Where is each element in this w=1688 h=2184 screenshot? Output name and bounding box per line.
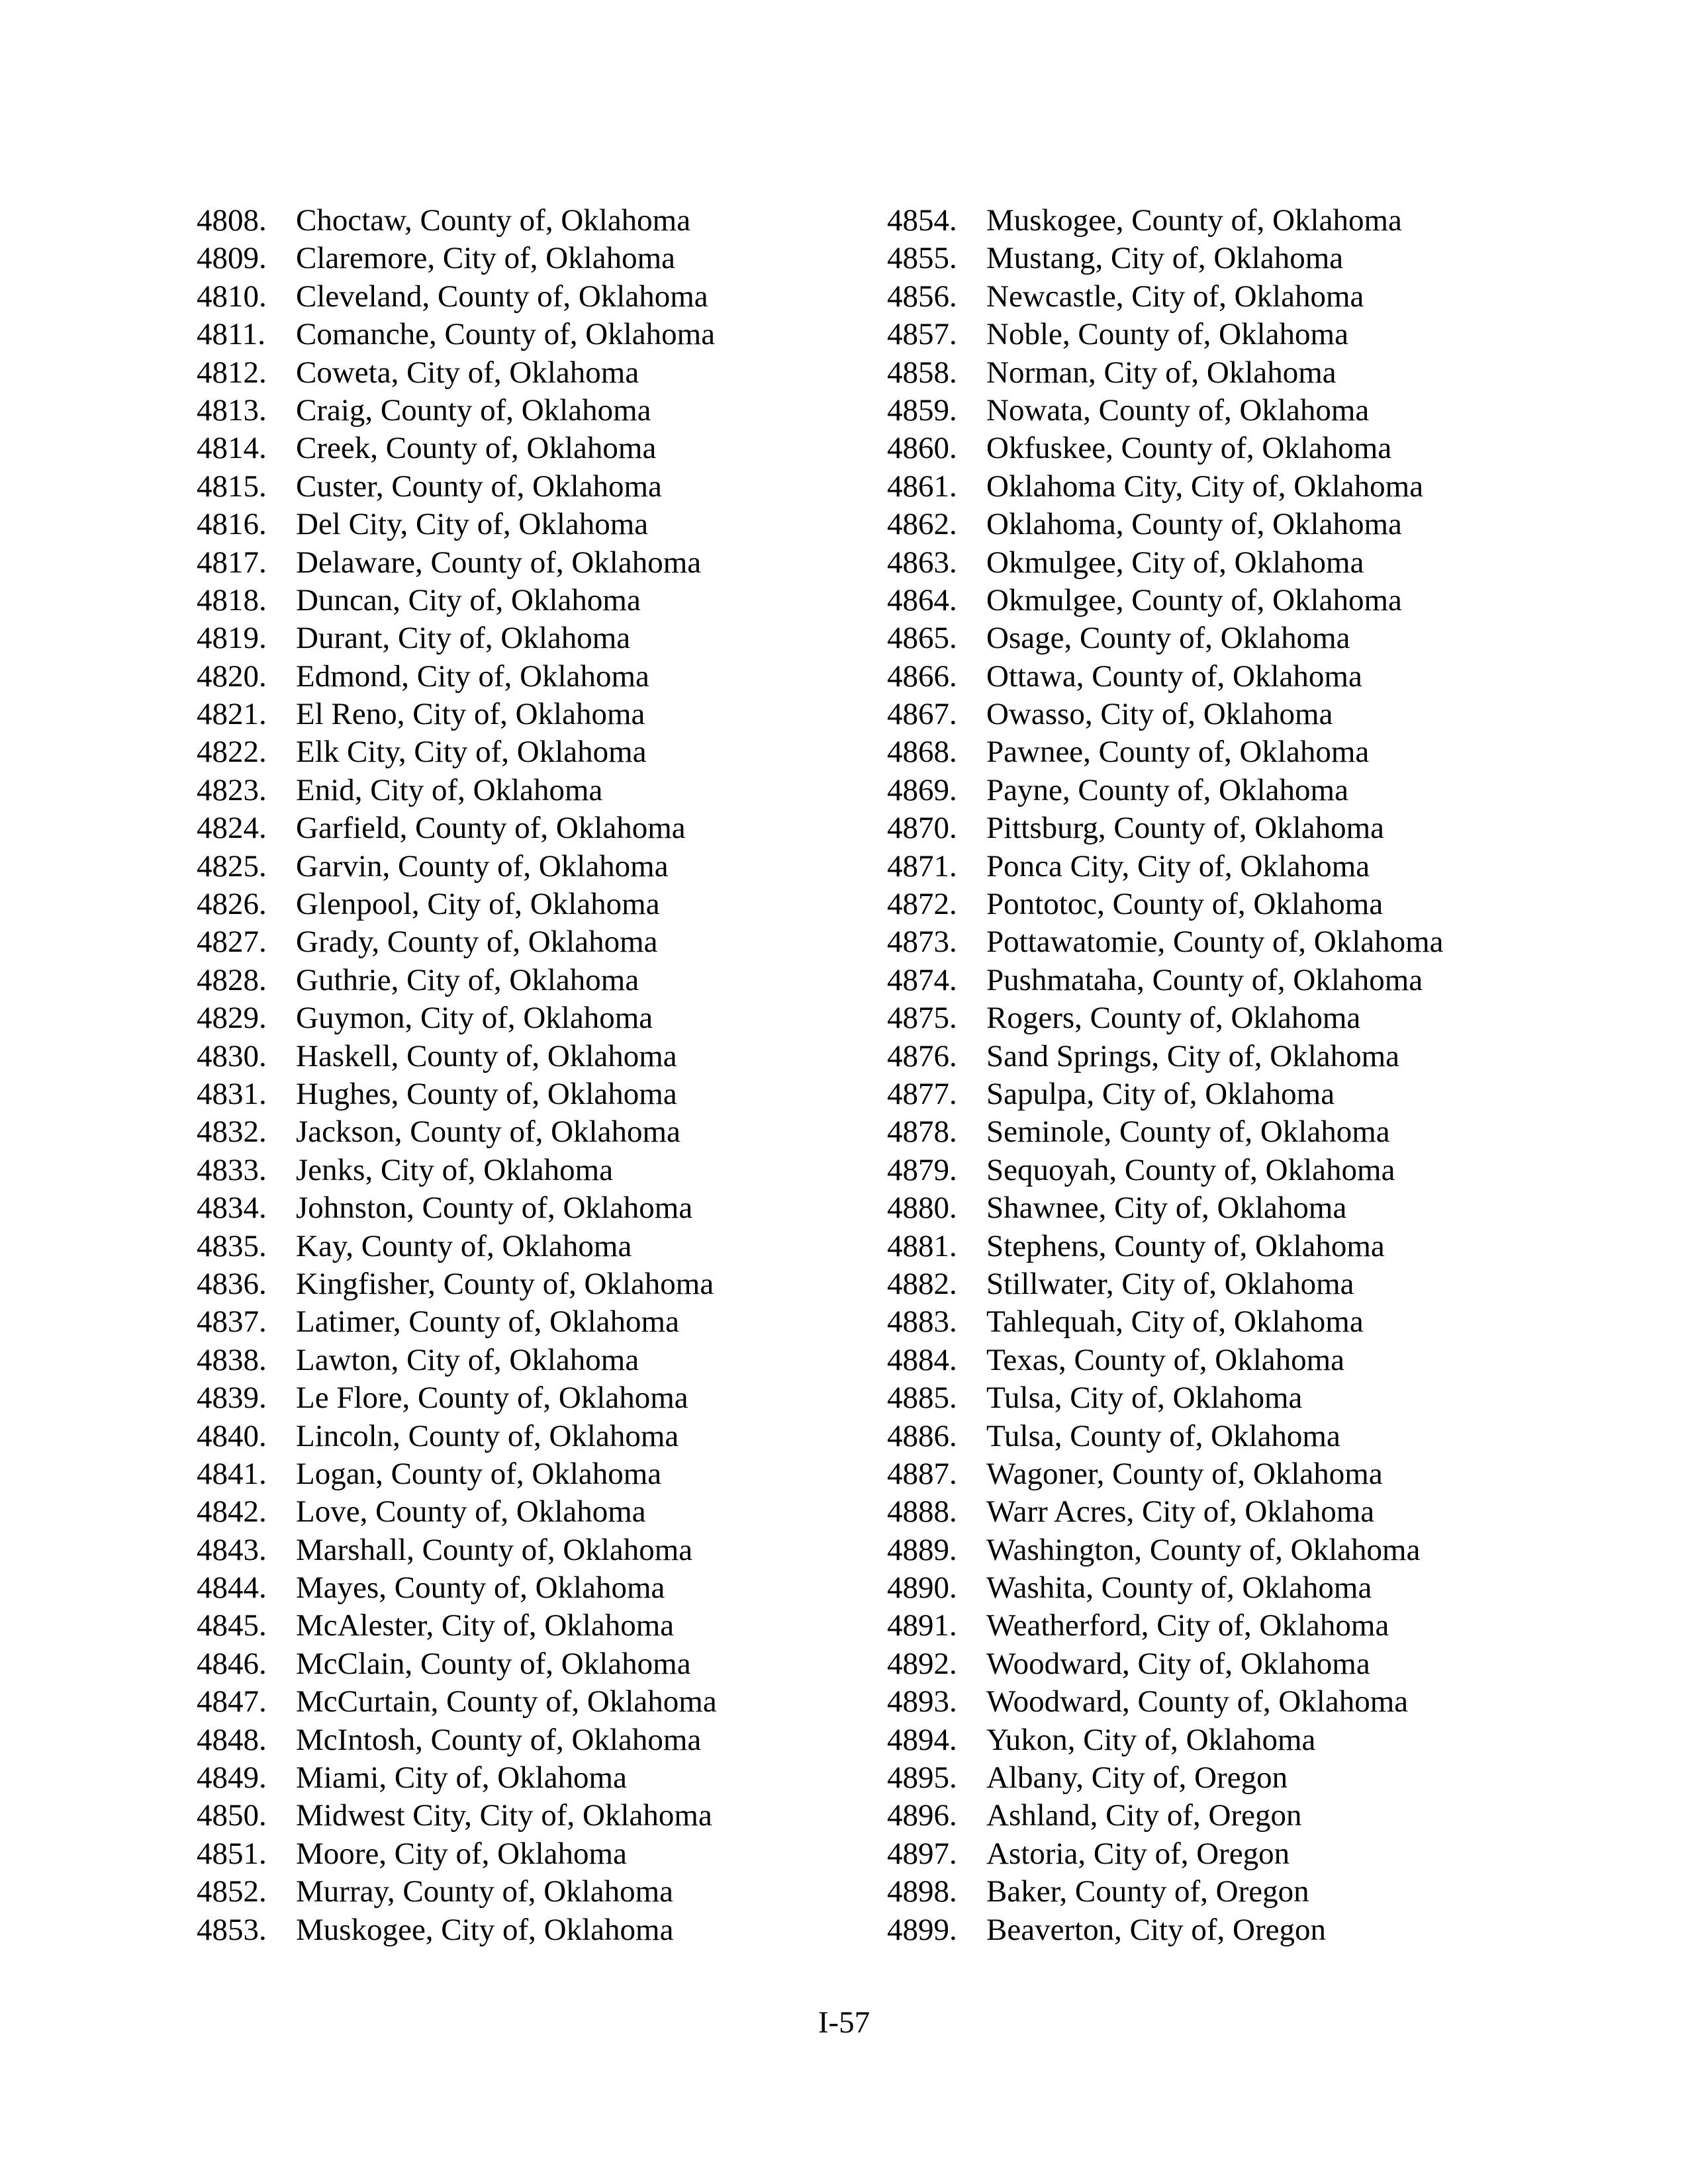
item-number: 4817. [197,545,267,580]
list-item [197,1645,792,1683]
item-name: Lawton, City of, Oklahoma [296,1342,639,1377]
list-item [887,544,1516,582]
list-item [887,582,1516,619]
item-name: Washington, County of, Oklahoma [986,1532,1421,1567]
item-number: 4858. [887,355,957,390]
item-name: Creek, County of, Oklahoma [296,431,657,466]
item-name: Cleveland, County of, Oklahoma [296,279,708,314]
list-item [197,962,792,999]
item-name: Woodward, County of, Oklahoma [986,1684,1409,1719]
list-item [197,1873,792,1911]
list-item [887,392,1516,430]
list-item [197,733,792,771]
item-name: McCurtain, County of, Oklahoma [296,1684,717,1719]
item-number: 4824. [197,811,267,846]
list-item [887,354,1516,392]
list-item [887,1038,1516,1075]
list-item [887,1228,1516,1265]
item-name: Murray, County of, Oklahoma [296,1874,673,1909]
item-number: 4890. [887,1570,957,1606]
list-item [197,1113,792,1151]
list-item [887,1075,1516,1113]
item-name: Wagoner, County of, Oklahoma [986,1456,1383,1491]
item-name: Kay, County of, Oklahoma [296,1228,632,1263]
list-item [197,1189,792,1227]
item-name: Garvin, County of, Oklahoma [296,848,669,884]
list-item [197,1759,792,1797]
list-item [887,506,1516,543]
list-item [197,468,792,506]
item-name: Latimer, County of, Oklahoma [296,1304,679,1340]
item-number: 4815. [197,469,267,504]
list-item [197,1228,792,1265]
list-item [887,1265,1516,1303]
item-name: Oklahoma City, City of, Oklahoma [986,469,1424,504]
list-item [197,809,792,847]
item-number: 4853. [197,1912,267,1947]
list-item [197,1303,792,1341]
item-number: 4811. [197,317,266,352]
item-number: 4834. [197,1191,267,1226]
list-item [887,886,1516,923]
list-item [197,1835,792,1873]
item-number: 4897. [887,1836,957,1871]
list-item [887,1152,1516,1189]
list-item [887,999,1516,1037]
item-number: 4848. [197,1722,267,1757]
list-item [197,506,792,543]
item-number: 4872. [887,887,957,922]
list-item [197,582,792,619]
item-number: 4857. [887,317,957,352]
list-item [887,923,1516,961]
list-item [887,1759,1516,1797]
item-name: Albany, City of, Oregon [986,1760,1288,1796]
item-number: 4821. [197,697,267,732]
item-name: Okmulgee, City of, Oklahoma [986,545,1364,580]
list-item [887,1607,1516,1645]
item-name: Guthrie, City of, Oklahoma [296,962,639,997]
item-number: 4829. [197,1001,267,1036]
item-number: 4846. [197,1646,267,1681]
item-name: Stillwater, City of, Oklahoma [986,1266,1354,1301]
item-name: Pottawatomie, County of, Oklahoma [986,925,1444,960]
list-item [887,468,1516,506]
item-number: 4876. [887,1038,957,1073]
item-number: 4889. [887,1532,957,1567]
list-item [887,1493,1516,1531]
list-item [887,202,1516,240]
item-name: Edmond, City of, Oklahoma [296,659,649,694]
item-name: McIntosh, County of, Oklahoma [296,1722,702,1757]
item-name: Muskogee, City of, Oklahoma [296,1912,674,1947]
list-item [887,848,1516,886]
item-name: Craig, County of, Oklahoma [296,392,651,428]
item-number: 4880. [887,1191,957,1226]
item-number: 4828. [197,962,267,997]
item-name: Lincoln, County of, Oklahoma [296,1418,679,1453]
item-number: 4837. [197,1304,267,1340]
item-name: Grady, County of, Oklahoma [296,925,658,960]
item-name: Duncan, City of, Oklahoma [296,582,641,617]
item-name: Choctaw, County of, Oklahoma [296,203,691,238]
item-name: Weatherford, City of, Oklahoma [986,1608,1389,1643]
item-number: 4831. [197,1076,267,1111]
list-item [197,923,792,961]
item-name: Comanche, County of, Oklahoma [296,317,716,352]
item-number: 4862. [887,507,957,542]
list-item [197,354,792,392]
list-item [197,544,792,582]
list-item [197,619,792,657]
page-number: I-57 [818,2005,870,2040]
item-name: Texas, County of, Oklahoma [986,1342,1345,1377]
item-name: Mayes, County of, Oklahoma [296,1570,665,1606]
item-name: Moore, City of, Oklahoma [296,1836,627,1871]
list-item [197,696,792,733]
item-name: Jackson, County of, Oklahoma [296,1115,680,1150]
item-name: Woodward, City of, Oklahoma [986,1646,1370,1681]
right-column-list [887,202,1516,1949]
item-name: Kingfisher, County of, Oklahoma [296,1266,714,1301]
list-item [197,1075,792,1113]
list-item [197,658,792,696]
item-number: 4892. [887,1646,957,1681]
item-number: 4855. [887,241,957,276]
list-item [197,392,792,430]
item-number: 4820. [197,659,267,694]
item-number: 4865. [887,621,957,656]
item-name: Pontotoc, County of, Oklahoma [986,887,1383,922]
item-number: 4822. [197,735,267,770]
item-name: Midwest City, City of, Oklahoma [296,1798,712,1833]
item-number: 4873. [887,925,957,960]
item-number: 4854. [887,203,957,238]
list-item [887,1683,1516,1721]
list-item [887,1569,1516,1607]
item-name: Muskogee, County of, Oklahoma [986,203,1402,238]
item-number: 4847. [197,1684,267,1719]
item-number: 4868. [887,735,957,770]
item-name: Ottawa, County of, Oklahoma [986,659,1362,694]
item-number: 4838. [197,1342,267,1377]
list-item [197,999,792,1037]
item-name: Tahlequah, City of, Oklahoma [986,1304,1364,1340]
item-number: 4842. [197,1494,267,1529]
item-name: Claremore, City of, Oklahoma [296,241,675,276]
item-name: Miami, City of, Oklahoma [296,1760,627,1796]
item-name: Jenks, City of, Oklahoma [296,1152,614,1187]
item-name: Nowata, County of, Oklahoma [986,392,1370,428]
item-number: 4870. [887,811,957,846]
item-number: 4819. [197,621,267,656]
item-name: Coweta, City of, Oklahoma [296,355,639,390]
item-name: Ponca City, City of, Oklahoma [986,848,1370,884]
list-item [887,1379,1516,1417]
item-number: 4841. [197,1456,267,1491]
item-number: 4852. [197,1874,267,1909]
item-name: Johnston, County of, Oklahoma [296,1191,693,1226]
item-number: 4883. [887,1304,957,1340]
list-item [887,1835,1516,1873]
item-name: Pittsburg, County of, Oklahoma [986,811,1384,846]
item-name: Sequoyah, County of, Oklahoma [986,1152,1395,1187]
item-name: Mustang, City of, Oklahoma [986,241,1344,276]
item-number: 4863. [887,545,957,580]
list-item [197,1493,792,1531]
item-name: Okfuskee, County of, Oklahoma [986,431,1392,466]
item-number: 4840. [197,1418,267,1453]
item-number: 4809. [197,241,267,276]
list-item [887,1113,1516,1151]
list-item [197,1379,792,1417]
item-name: Baker, County of, Oregon [986,1874,1309,1909]
item-number: 4888. [887,1494,957,1529]
item-number: 4839. [197,1381,267,1416]
item-number: 4875. [887,1001,957,1036]
item-number: 4850. [197,1798,267,1833]
item-number: 4832. [197,1115,267,1150]
list-item [197,1418,792,1455]
list-item [887,658,1516,696]
item-name: Warr Acres, City of, Oklahoma [986,1494,1375,1529]
item-number: 4871. [887,848,957,884]
item-name: El Reno, City of, Oklahoma [296,697,645,732]
list-item [197,848,792,886]
item-number: 4836. [197,1266,267,1301]
item-number: 4874. [887,962,957,997]
list-item [197,1607,792,1645]
item-name: Custer, County of, Oklahoma [296,469,662,504]
item-name: Osage, County of, Oklahoma [986,621,1350,656]
item-name: Sapulpa, City of, Oklahoma [986,1076,1335,1111]
item-number: 4851. [197,1836,267,1871]
list-item [887,1645,1516,1683]
item-number: 4833. [197,1152,267,1187]
item-name: Del City, City of, Oklahoma [296,507,649,542]
item-name: Ashland, City of, Oregon [986,1798,1302,1833]
item-number: 4826. [197,887,267,922]
item-number: 4899. [887,1912,957,1947]
list-item [887,1189,1516,1227]
item-name: Owasso, City of, Oklahoma [986,697,1333,732]
item-name: Okmulgee, County of, Oklahoma [986,582,1402,617]
list-item [887,1342,1516,1379]
list-item [887,1455,1516,1493]
item-number: 4808. [197,203,267,238]
item-name: Tulsa, City of, Oklahoma [986,1381,1303,1416]
item-name: Newcastle, City of, Oklahoma [986,279,1364,314]
item-number: 4877. [887,1076,957,1111]
item-number: 4845. [197,1608,267,1643]
item-name: Stephens, County of, Oklahoma [986,1228,1385,1263]
list-item [197,1683,792,1721]
item-name: Sand Springs, City of, Oklahoma [986,1038,1400,1073]
list-item [887,316,1516,353]
item-number: 4896. [887,1798,957,1833]
list-item [887,1721,1516,1759]
item-name: Haskell, County of, Oklahoma [296,1038,677,1073]
item-name: Durant, City of, Oklahoma [296,621,631,656]
item-number: 4898. [887,1874,957,1909]
item-number: 4849. [197,1760,267,1796]
item-number: 4866. [887,659,957,694]
item-name: Logan, County of, Oklahoma [296,1456,662,1491]
item-number: 4891. [887,1608,957,1643]
item-number: 4813. [197,392,267,428]
item-number: 4881. [887,1228,957,1263]
item-name: Delaware, County of, Oklahoma [296,545,702,580]
item-name: McAlester, City of, Oklahoma [296,1608,675,1643]
list-item [197,1342,792,1379]
list-item [197,1797,792,1835]
item-name: Astoria, City of, Oregon [986,1836,1290,1871]
item-number: 4823. [197,772,267,807]
item-number: 4844. [197,1570,267,1606]
item-number: 4867. [887,697,957,732]
item-number: 4886. [887,1418,957,1453]
item-name: Washita, County of, Oklahoma [986,1570,1372,1606]
list-item [887,1418,1516,1455]
list-item [197,1531,792,1569]
list-item [887,962,1516,999]
item-number: 4827. [197,925,267,960]
list-item [197,1721,792,1759]
item-number: 4856. [887,279,957,314]
item-number: 4893. [887,1684,957,1719]
list-item [197,772,792,809]
item-number: 4835. [197,1228,267,1263]
item-name: Tulsa, County of, Oklahoma [986,1418,1340,1453]
list-item [887,1531,1516,1569]
item-number: 4825. [197,848,267,884]
list-item [887,1911,1516,1949]
item-number: 4884. [887,1342,957,1377]
left-column-list [197,202,792,1949]
list-item [887,733,1516,771]
item-number: 4859. [887,392,957,428]
list-item [197,1455,792,1493]
list-item [197,1265,792,1303]
item-name: Shawnee, City of, Oklahoma [986,1191,1347,1226]
item-name: Rogers, County of, Oklahoma [986,1001,1361,1036]
list-item [887,696,1516,733]
item-name: McClain, County of, Oklahoma [296,1646,691,1681]
item-name: Norman, City of, Oklahoma [986,355,1336,390]
item-number: 4814. [197,431,267,466]
item-name: Beaverton, City of, Oregon [986,1912,1326,1947]
item-name: Enid, City of, Oklahoma [296,772,603,807]
list-item [197,278,792,316]
item-number: 4894. [887,1722,957,1757]
item-number: 4895. [887,1760,957,1796]
list-item [197,1152,792,1189]
list-item [887,430,1516,467]
item-number: 4812. [197,355,267,390]
item-number: 4861. [887,469,957,504]
list-item [197,240,792,277]
item-name: Love, County of, Oklahoma [296,1494,646,1529]
item-number: 4878. [887,1115,957,1150]
item-name: Hughes, County of, Oklahoma [296,1076,677,1111]
list-item [887,1797,1516,1835]
item-number: 4869. [887,772,957,807]
item-number: 4885. [887,1381,957,1416]
item-name: Pawnee, County of, Oklahoma [986,735,1370,770]
item-name: Seminole, County of, Oklahoma [986,1115,1390,1150]
item-name: Guymon, City of, Oklahoma [296,1001,653,1036]
list-item [197,1038,792,1075]
item-name: Oklahoma, County of, Oklahoma [986,507,1402,542]
item-number: 4810. [197,279,267,314]
item-name: Elk City, City of, Oklahoma [296,735,647,770]
item-number: 4816. [197,507,267,542]
list-item [887,1873,1516,1911]
item-number: 4879. [887,1152,957,1187]
item-name: Pushmataha, County of, Oklahoma [986,962,1423,997]
item-number: 4830. [197,1038,267,1073]
list-item [197,430,792,467]
item-number: 4818. [197,582,267,617]
item-name: Marshall, County of, Oklahoma [296,1532,693,1567]
item-number: 4864. [887,582,957,617]
list-item [887,1303,1516,1341]
list-item [197,316,792,353]
list-item [197,1911,792,1949]
item-name: Payne, County of, Oklahoma [986,772,1348,807]
item-name: Noble, County of, Oklahoma [986,317,1348,352]
item-name: Le Flore, County of, Oklahoma [296,1381,688,1416]
item-name: Garfield, County of, Oklahoma [296,811,686,846]
list-item [887,240,1516,277]
item-number: 4887. [887,1456,957,1491]
list-item [197,1569,792,1607]
list-item [887,278,1516,316]
list-item [197,886,792,923]
list-item [887,809,1516,847]
item-number: 4860. [887,431,957,466]
item-name: Yukon, City of, Oklahoma [986,1722,1316,1757]
item-name: Glenpool, City of, Oklahoma [296,887,660,922]
item-number: 4882. [887,1266,957,1301]
list-item [197,202,792,240]
list-item [887,772,1516,809]
list-item [887,619,1516,657]
item-number: 4843. [197,1532,267,1567]
